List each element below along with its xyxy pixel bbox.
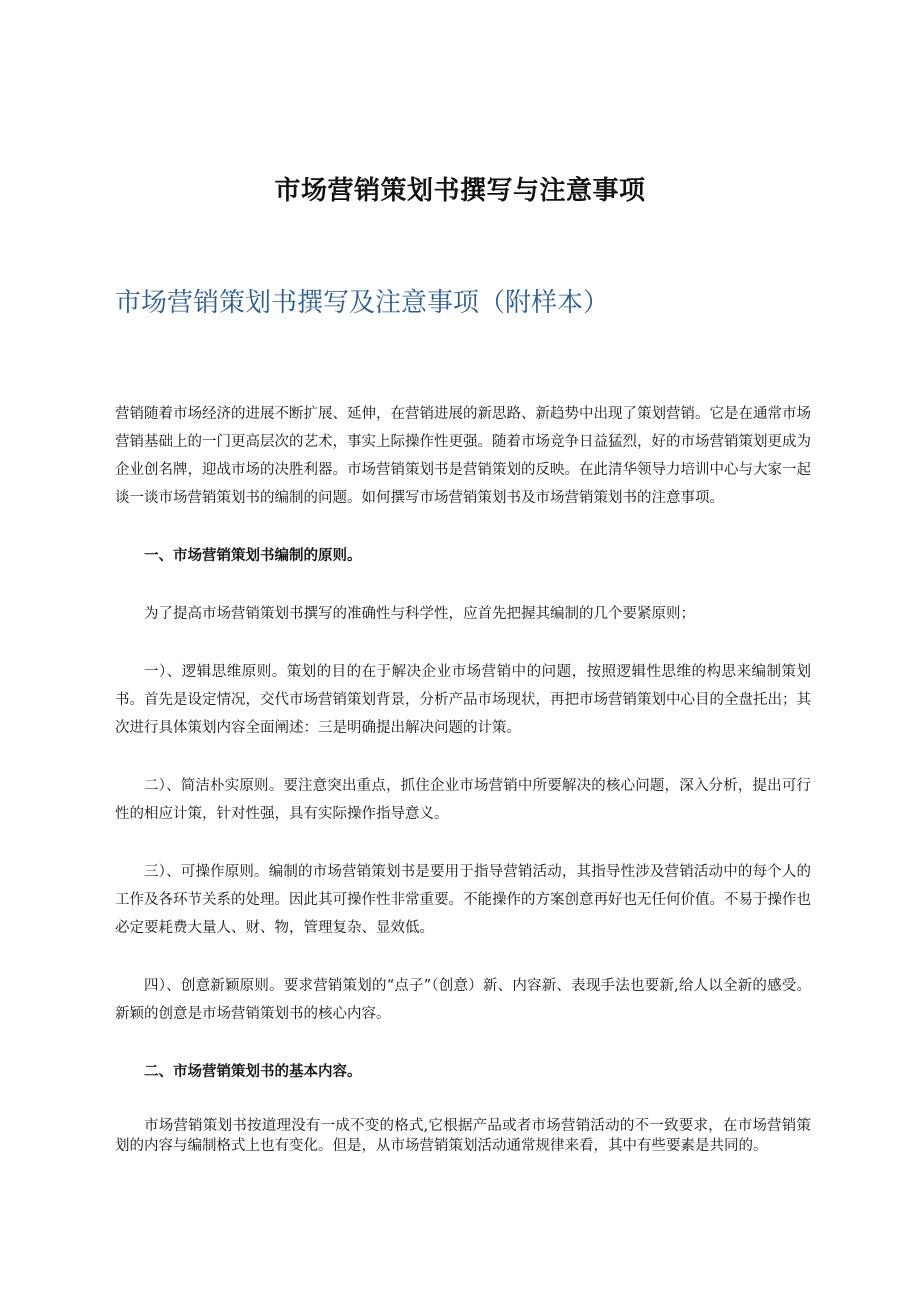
- document-subtitle: 市场营销策划书撰写及注意事项（附样本）: [115, 288, 610, 318]
- section-heading-content: 二、市场营销策划书的基本内容。: [144, 1063, 362, 1080]
- content-intro-paragraph: 市场营销策划书按道理没有一成不变的格式,它根据产品或者市场营销活动的不一致要求，在市场营销策划的内容与编制格式上也有变化。但是，从市场营销策划活动通常规律来看，其中有些要素是共同的。: [115, 1118, 811, 1154]
- document-body: [115, 400, 811, 1156]
- principles-intro-paragraph: 为了提高市场营销策划书撰写的准确性与科学性，应首先把握其编制的几个要紧原则；: [144, 606, 695, 622]
- principle-simplicity-paragraph: 二）、简洁朴实原则。要注意突出重点，抓住企业市场营销中所要解决的核心问题，深入分析，提出可行性的相应计策，针对性强，具有实际操作指导意义。: [115, 778, 811, 822]
- document-title: 市场营销策划书撰写与注意事项: [274, 176, 646, 206]
- section-heading-principles: 一、市场营销策划书编制的原则。: [144, 547, 362, 564]
- principle-creativity-paragraph: 四）、创意新颖原则。要求营销策划的“点子”（创意）新、内容新、表现手法也要新,给人以全新的感受。新颖的创意是市场营销策划书的核心内容。: [115, 978, 811, 1022]
- principle-operability-paragraph: 三）、可操作原则。编制的市场营销策划书是要用于指导营销活动，其指导性涉及营销活动中的每个人的工作及各环节关系的处理。因此其可操作性非常重要。不能操作的方案创意再好也无任何价值。不易于操作也必定要耗费大量人、财、物，管理复杂、显效低。: [115, 864, 811, 936]
- principle-logic-paragraph: 一）、逻辑思维原则。策划的目的在于解决企业市场营销中的问题，按照逻辑性思维的构思来编制策划书。首先是设定情况，交代市场营销策划背景，分析产品市场现状，再把市场营销策划中心目的全盘托出；其次进行具体策划内容全面阐述：三是明确提出解决问题的计策。: [115, 664, 811, 736]
- intro-paragraph: 营销随着市场经济的进展不断扩展、延伸，在营销进展的新思路、新趋势中出现了策划营销。它是在通常市场营销基础上的一门更高层次的艺术，事实上际操作性更强。随着市场竞争日益猛烈，好的市场营销策划更成为企业创名牌，迎战市场的决胜利器。市场营销策划书是营销策划的反映。在此清华领导力培训中心与大家一起谈一谈市场营销策划书的编制的问题。如何撰写市场营销策划书及市场营销策划书的注意事项。: [115, 406, 811, 506]
